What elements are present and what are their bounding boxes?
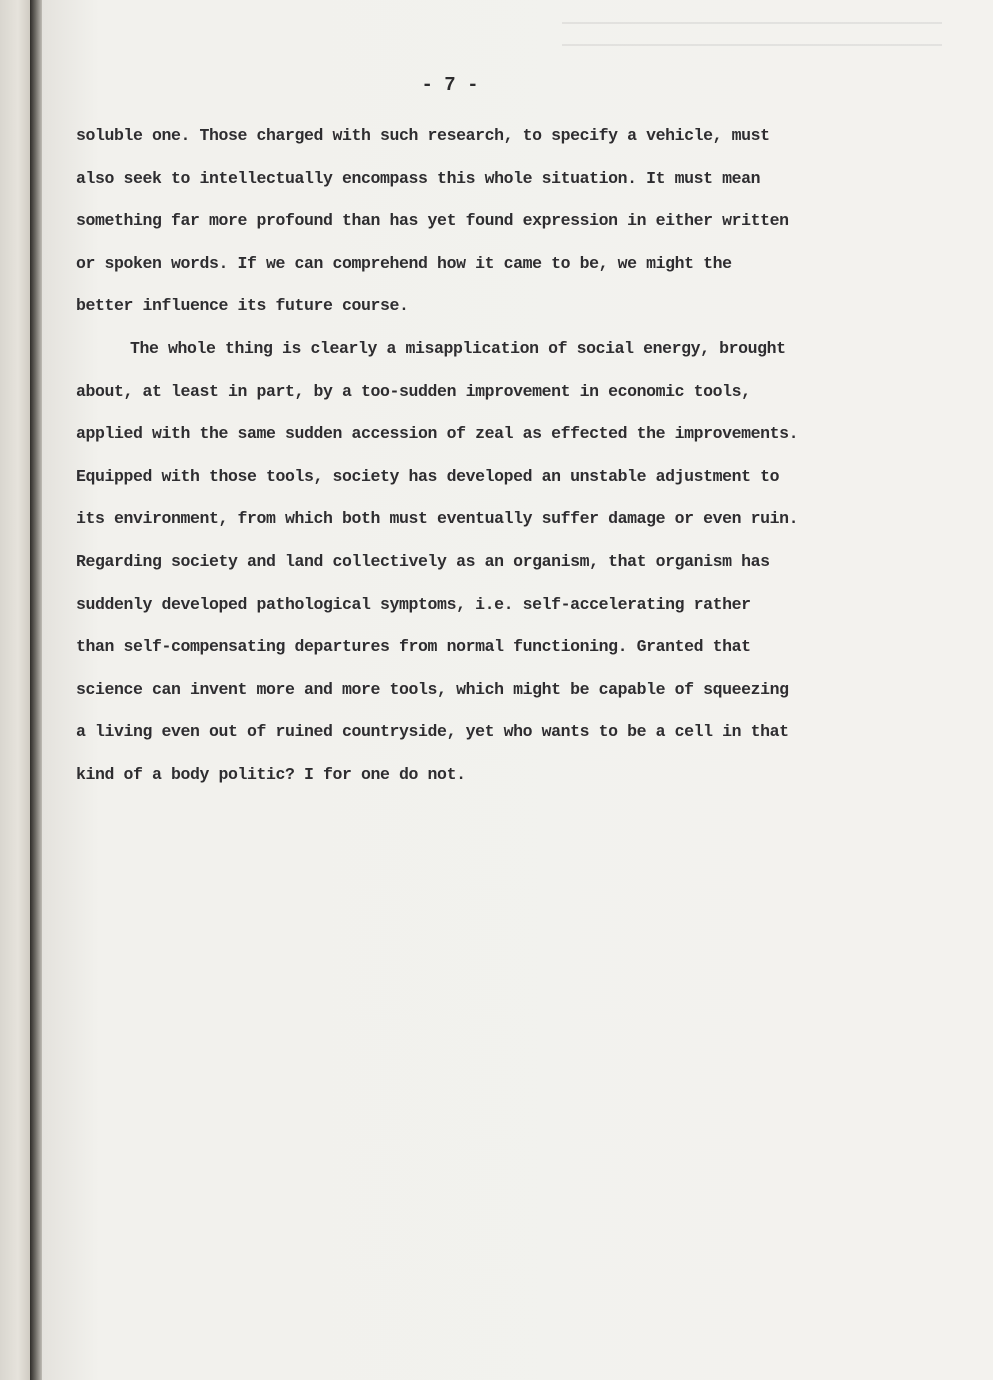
text-line: Equipped with those tools, society has developed an unstable adjustment to — [76, 466, 780, 486]
text-line: applied with the same sudden accession of zeal as effected the improvements. — [76, 424, 799, 444]
text-line: its environment, from which both must eventually suffer damage or even ruin. — [76, 509, 799, 529]
paragraph-1 — [76, 115, 896, 328]
paragraph-2 — [76, 328, 896, 797]
text-line: something far more profound than has yet found expression in either written — [76, 211, 789, 231]
text-line: suddenly developed pathological symptoms, i.e. self-accelerating rather — [76, 594, 751, 614]
text-line: than self-compensating departures from normal functioning. Granted that — [76, 637, 751, 657]
text-line: The whole thing is clearly a misapplication of social energy, brought — [130, 338, 786, 358]
text-line: science can invent more and more tools, which might be capable of squeezing — [76, 679, 789, 699]
text-line: about, at least in part, by a too-sudden improvement in economic tools, — [76, 381, 751, 401]
text-line: or spoken words. If we can comprehend how it came to be, we might the — [76, 253, 732, 273]
text-line: kind of a body politic? I for one do not. — [76, 764, 466, 784]
text-line: better influence its future course. — [76, 296, 409, 316]
bleed-through-text — [562, 10, 942, 60]
text-line: also seek to intellectually encompass this whole situation. It must mean — [76, 168, 761, 188]
text-line: a living even out of ruined countryside, yet who wants to be a cell in that — [76, 722, 789, 742]
document-body — [76, 115, 896, 797]
page-number: - 7 - — [421, 74, 479, 96]
binding-gutter — [30, 0, 42, 1380]
text-line: Regarding society and land collectively as an organism, that organism has — [76, 551, 770, 571]
text-line: soluble one. Those charged with such research, to specify a vehicle, must — [76, 126, 770, 145]
facing-page-edge — [0, 0, 30, 1380]
